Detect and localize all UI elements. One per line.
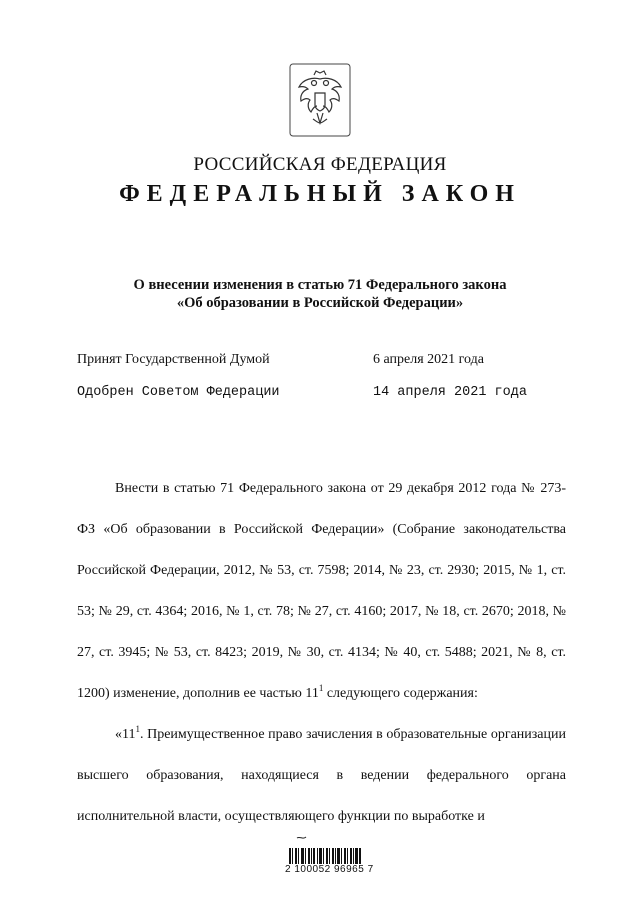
country-heading: РОССИЙСКАЯ ФЕДЕРАЦИЯ xyxy=(193,154,447,175)
body-paragraph-2-text: . Преимущественное право зачисления в образовательные организации высшего образования, находящиеся в ведении федерального органа исполнительной власти, осуществляющего функции по выработке и xyxy=(77,727,566,824)
council-approval-date: 14 апреля 2021 года xyxy=(373,385,527,400)
law-title-line-1: О внесении изменения в статью 71 Федерального закона xyxy=(133,277,507,293)
body-paragraph-1 xyxy=(77,468,566,714)
body-paragraph-2-lead: «11 xyxy=(115,727,136,742)
body-paragraph-2 xyxy=(77,714,566,837)
body-paragraph-1-tail: следующего содержания: xyxy=(323,686,478,701)
duma-adoption-label: Принят Государственной Думой xyxy=(77,352,270,367)
part-superscript: 1 xyxy=(318,683,324,693)
document-type-heading: ФЕДЕРАЛЬНЫЙ ЗАКОН xyxy=(119,181,521,207)
barcode-number: 2 100052 96965 7 xyxy=(285,864,374,875)
council-approval-label: Одобрен Советом Федерации xyxy=(77,385,280,400)
duma-adoption-date: 6 апреля 2021 года xyxy=(373,352,484,367)
part-superscript: 1 xyxy=(135,724,140,734)
law-title xyxy=(0,276,640,312)
law-body xyxy=(77,468,566,837)
body-paragraph-1-text: Внести в статью 71 Федерального закона от 29 декабря 2012 года № 273-ФЗ «Об образовании в Российской Федерации» (Собрание законодательства Российской Федерации, 2012, № 53, ст. 7598; 2014, № 23, ст. 2930; 2015, № 1, ст. 53; № 29, ст. 4364; 2016, № 1, ст. 78; № 27, ст. 4160; 2017, № 18, ст. 2670; 2018, № 27, ст. 3945; № 53, ст. 8423; 2019, № 30, ст. 4134; № 40, ст. 5488; 2021, № 8, ст. 1200) изменение, дополнив ее частью 11 xyxy=(77,481,566,701)
state-emblem-icon xyxy=(289,63,351,137)
law-title-line-2: «Об образовании в Российской Федерации» xyxy=(176,295,464,311)
